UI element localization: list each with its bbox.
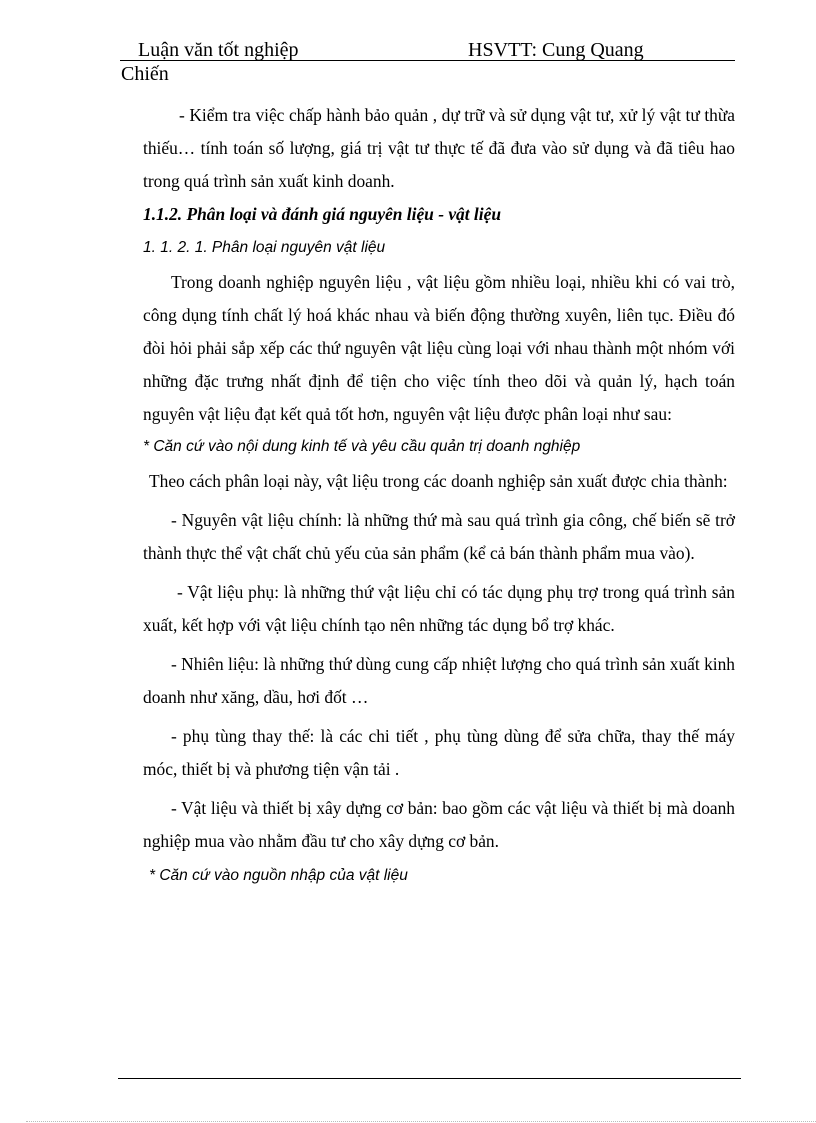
paragraph-auxiliary-materials: - Vật liệu phụ: là những thứ vật liệu chỉ có tác dụng phụ trợ trong quá trình sản xuất, kết hợp với vật liệu chính tạo nên những tác dụng bổ trợ khác. [143, 582, 735, 635]
document-body [143, 99, 735, 892]
header-author-continuation: Chiến [121, 63, 169, 85]
footer-rule [118, 1078, 741, 1079]
paragraph-classification-method: Theo cách phân loại này, vật liệu trong các doanh nghiệp sản xuất được chia thành: [149, 471, 728, 491]
criterion-source: * Căn cứ vào nguồn nhập của vật liệu [149, 867, 408, 884]
paragraph-main-materials: - Nguyên vật liệu chính: là những thứ mà sau quá trình gia công, chế biến sẽ trở thành thực thể vật chất chủ yếu của sản phẩm (kể cả bán thành phẩm mua vào). [143, 510, 735, 563]
paragraph-construction-materials: - Vật liệu và thiết bị xây dựng cơ bản: bao gồm các vật liệu và thiết bị mà doanh nghiệp mua vào nhằm đầu tư cho xây dựng cơ bản. [143, 798, 735, 851]
subsection-heading-1-1-2-1: 1. 1. 2. 1. Phân loại nguyên vật liệu [143, 239, 386, 256]
paragraph-spare-parts: - phụ tùng thay thế: là các chi tiết , phụ tùng dùng để sửa chữa, thay thế máy móc, thiết bị và phương tiện vận tải . [143, 726, 735, 779]
paragraph-inspection: - Kiểm tra việc chấp hành bảo quản , dự trữ và sử dụng vật tư, xử lý vật tư thừa thiếu… tính toán số lượng, giá trị vật tư thực tế đã đưa vào sử dụng và đã tiêu hao trong quá trình sản xuất kinh doanh. [143, 105, 735, 191]
header-title: Luận văn tốt nghiệp [138, 39, 299, 61]
page-edge [26, 1121, 816, 1122]
paragraph-classification-intro: Trong doanh nghiệp nguyên liệu , vật liệu gồm nhiều loại, nhiều khi có vai trò, công dụng tính chất lý hoá khác nhau và biến động thường xuyên, liên tục. Điều đó đòi hỏi phải sắp xếp các thứ nguyên vật liệu cùng loại với nhau thành một nhóm với những đặc trưng nhất định để tiện cho việc tính theo dõi và quản lý, hạch toán nguyên vật liệu đạt kết quả tốt hơn, nguyên vật liệu được phân loại như sau: [143, 272, 735, 424]
page-header [120, 36, 735, 61]
section-heading-1-1-2: 1.1.2. Phân loại và đánh giá nguyên liệu - vật liệu [143, 204, 501, 224]
paragraph-fuel: - Nhiên liệu: là những thứ dùng cung cấp nhiệt lượng cho quá trình sản xuất kinh doanh như xăng, dầu, hơi đốt … [143, 654, 735, 707]
criterion-economic-content: * Căn cứ vào nội dung kinh tế và yêu cầu quản trị doanh nghiệp [143, 438, 581, 455]
header-author: HSVTT: Cung Quang [468, 39, 644, 61]
